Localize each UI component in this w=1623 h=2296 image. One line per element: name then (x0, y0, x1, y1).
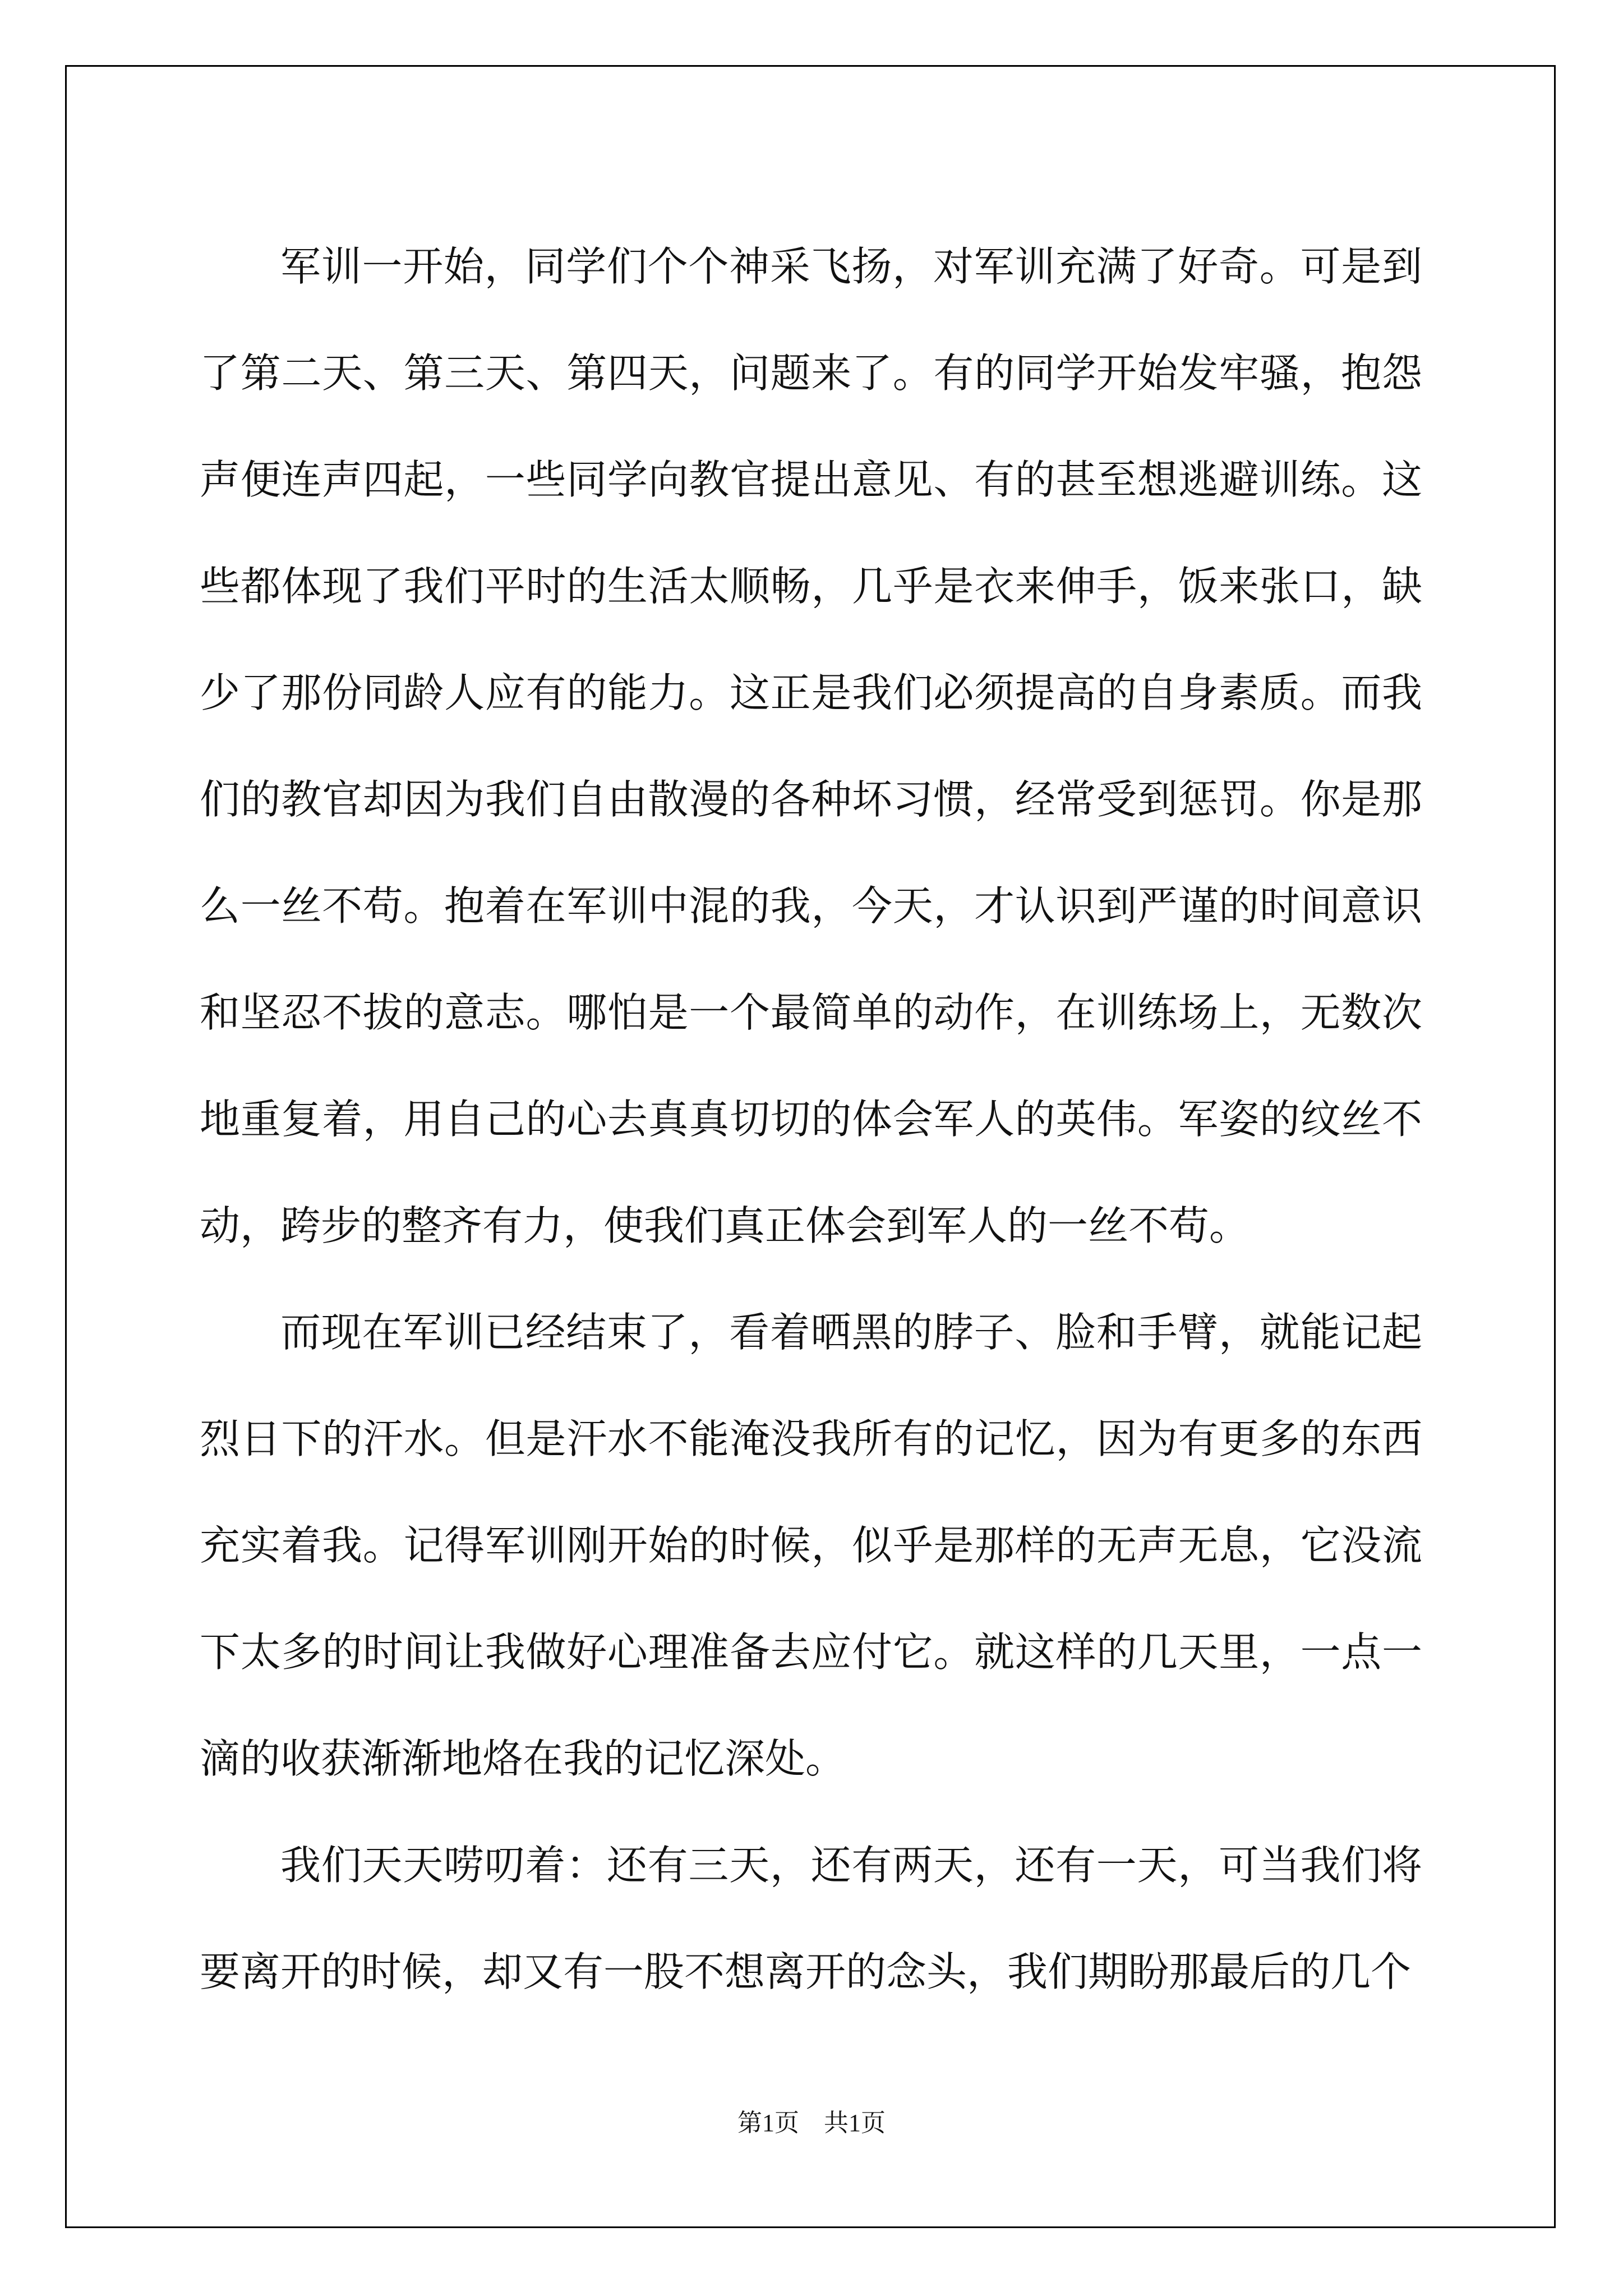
paragraph-3: 我们天天唠叨着：还有三天，还有两天，还有一天，可当我们将要离开的时候，却又有一股不想离开的念头，我们期盼那最后的几个 (200, 1842, 1422, 1995)
paragraph-1: 军训一开始，同学们个个神采飞扬，对军训充满了好奇。可是到了第二天、第三天、第四天，问题来了。有的同学开始发牢骚，抱怨声便连声四起，一些同学向教官提出意见、有的甚至想逃避训练。这些都体现了我们平时的生活太顺畅，几乎是衣来伸手，饭来张口，缺少了那份同龄人应有的能力。这正是我们必须提高的自身素质。而我们的教官却因为我们自由散漫的各种坏习惯，经常受到惩罚。你是那么一丝不苟。抱着在军训中混的我，今天，才认识到严谨的时间意识和坚忍不拔的意志。哪怕是一个最简单的动作，在训练场上，无数次地重复着，用自己的心去真真切切的体会军人的英伟。军姿的纹丝不动，跨步的整齐有力，使我们真正体会到军人的一丝不苟。 (200, 243, 1422, 1249)
paragraph-2: 而现在军训已经结束了，看着晒黑的脖子、脸和手臂，就能记起烈日下的汗水。但是汗水不能淹没我所有的记忆，因为有更多的东西充实着我。记得军训刚开始的时候，似乎是那样的无声无息，它没流下太多的时间让我做好心理准备去应付它。就这样的几天里，一点一滴的收获渐渐地烙在我的记忆深处。 (200, 1309, 1422, 1782)
document-body (200, 213, 1422, 2025)
page-footer: 第1页 共1页 (737, 2109, 886, 2137)
